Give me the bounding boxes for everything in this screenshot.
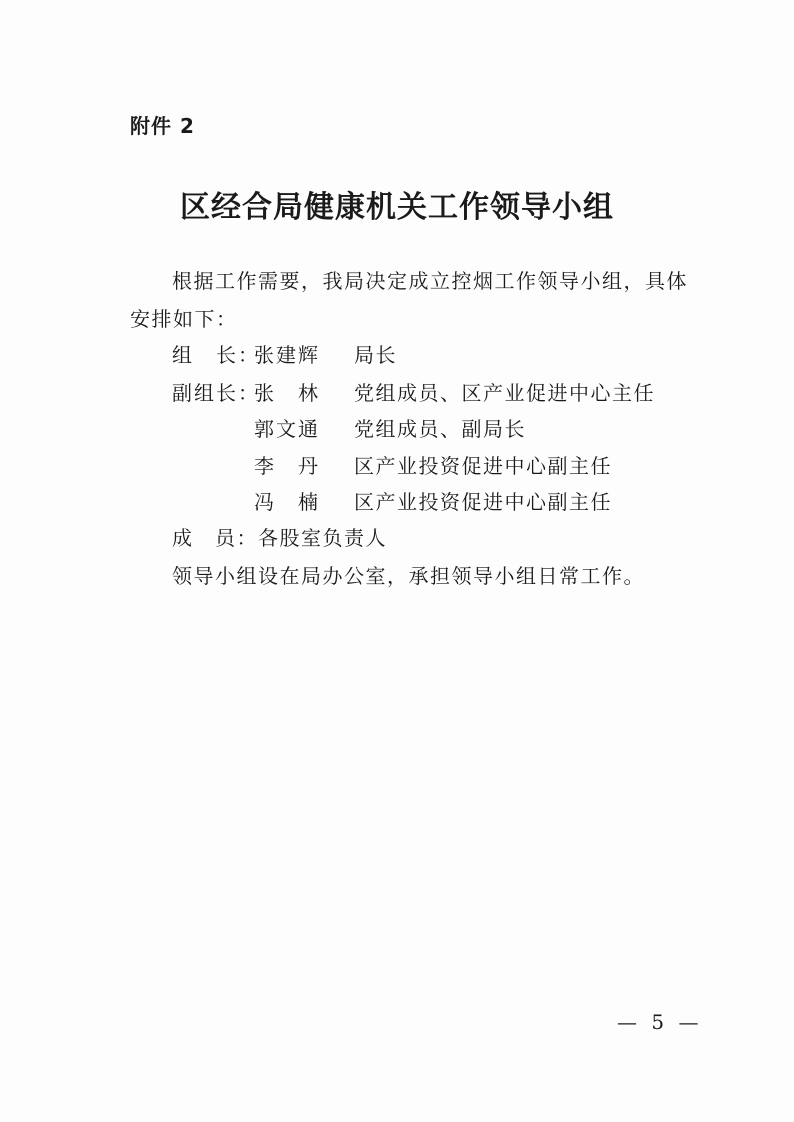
deputy-role: 副组长：	[172, 381, 260, 405]
intro-paragraph: 根据工作需要，我局决定成立控烟工作领导小组，具体安排如下：	[130, 269, 688, 331]
leader-position: 局长	[354, 343, 397, 367]
deputy-name: 冯 楠	[254, 490, 320, 514]
deputy-position: 区产业投资促进中心副主任	[354, 490, 612, 514]
leader-name: 张建辉	[254, 343, 320, 367]
document-title: 区经合局健康机关工作领导小组	[180, 190, 614, 225]
deputy-position: 区产业投资促进中心副主任	[354, 454, 612, 478]
office-note: 领导小组设在局办公室，承担领导小组日常工作。	[172, 564, 645, 588]
page-number: — 5 —	[617, 1010, 703, 1034]
deputy-name: 郭文通	[254, 417, 320, 441]
leader-role: 组 长：	[172, 343, 260, 367]
deputy-name: 张 林	[254, 381, 320, 405]
deputy-position: 党组成员、副局长	[354, 417, 526, 441]
deputy-name: 李 丹	[254, 454, 320, 478]
members-line: 成 员：各股室负责人	[172, 526, 387, 550]
deputy-position: 党组成员、区产业促进中心主任	[354, 381, 655, 405]
attachment-label: 附件 2	[130, 114, 195, 138]
